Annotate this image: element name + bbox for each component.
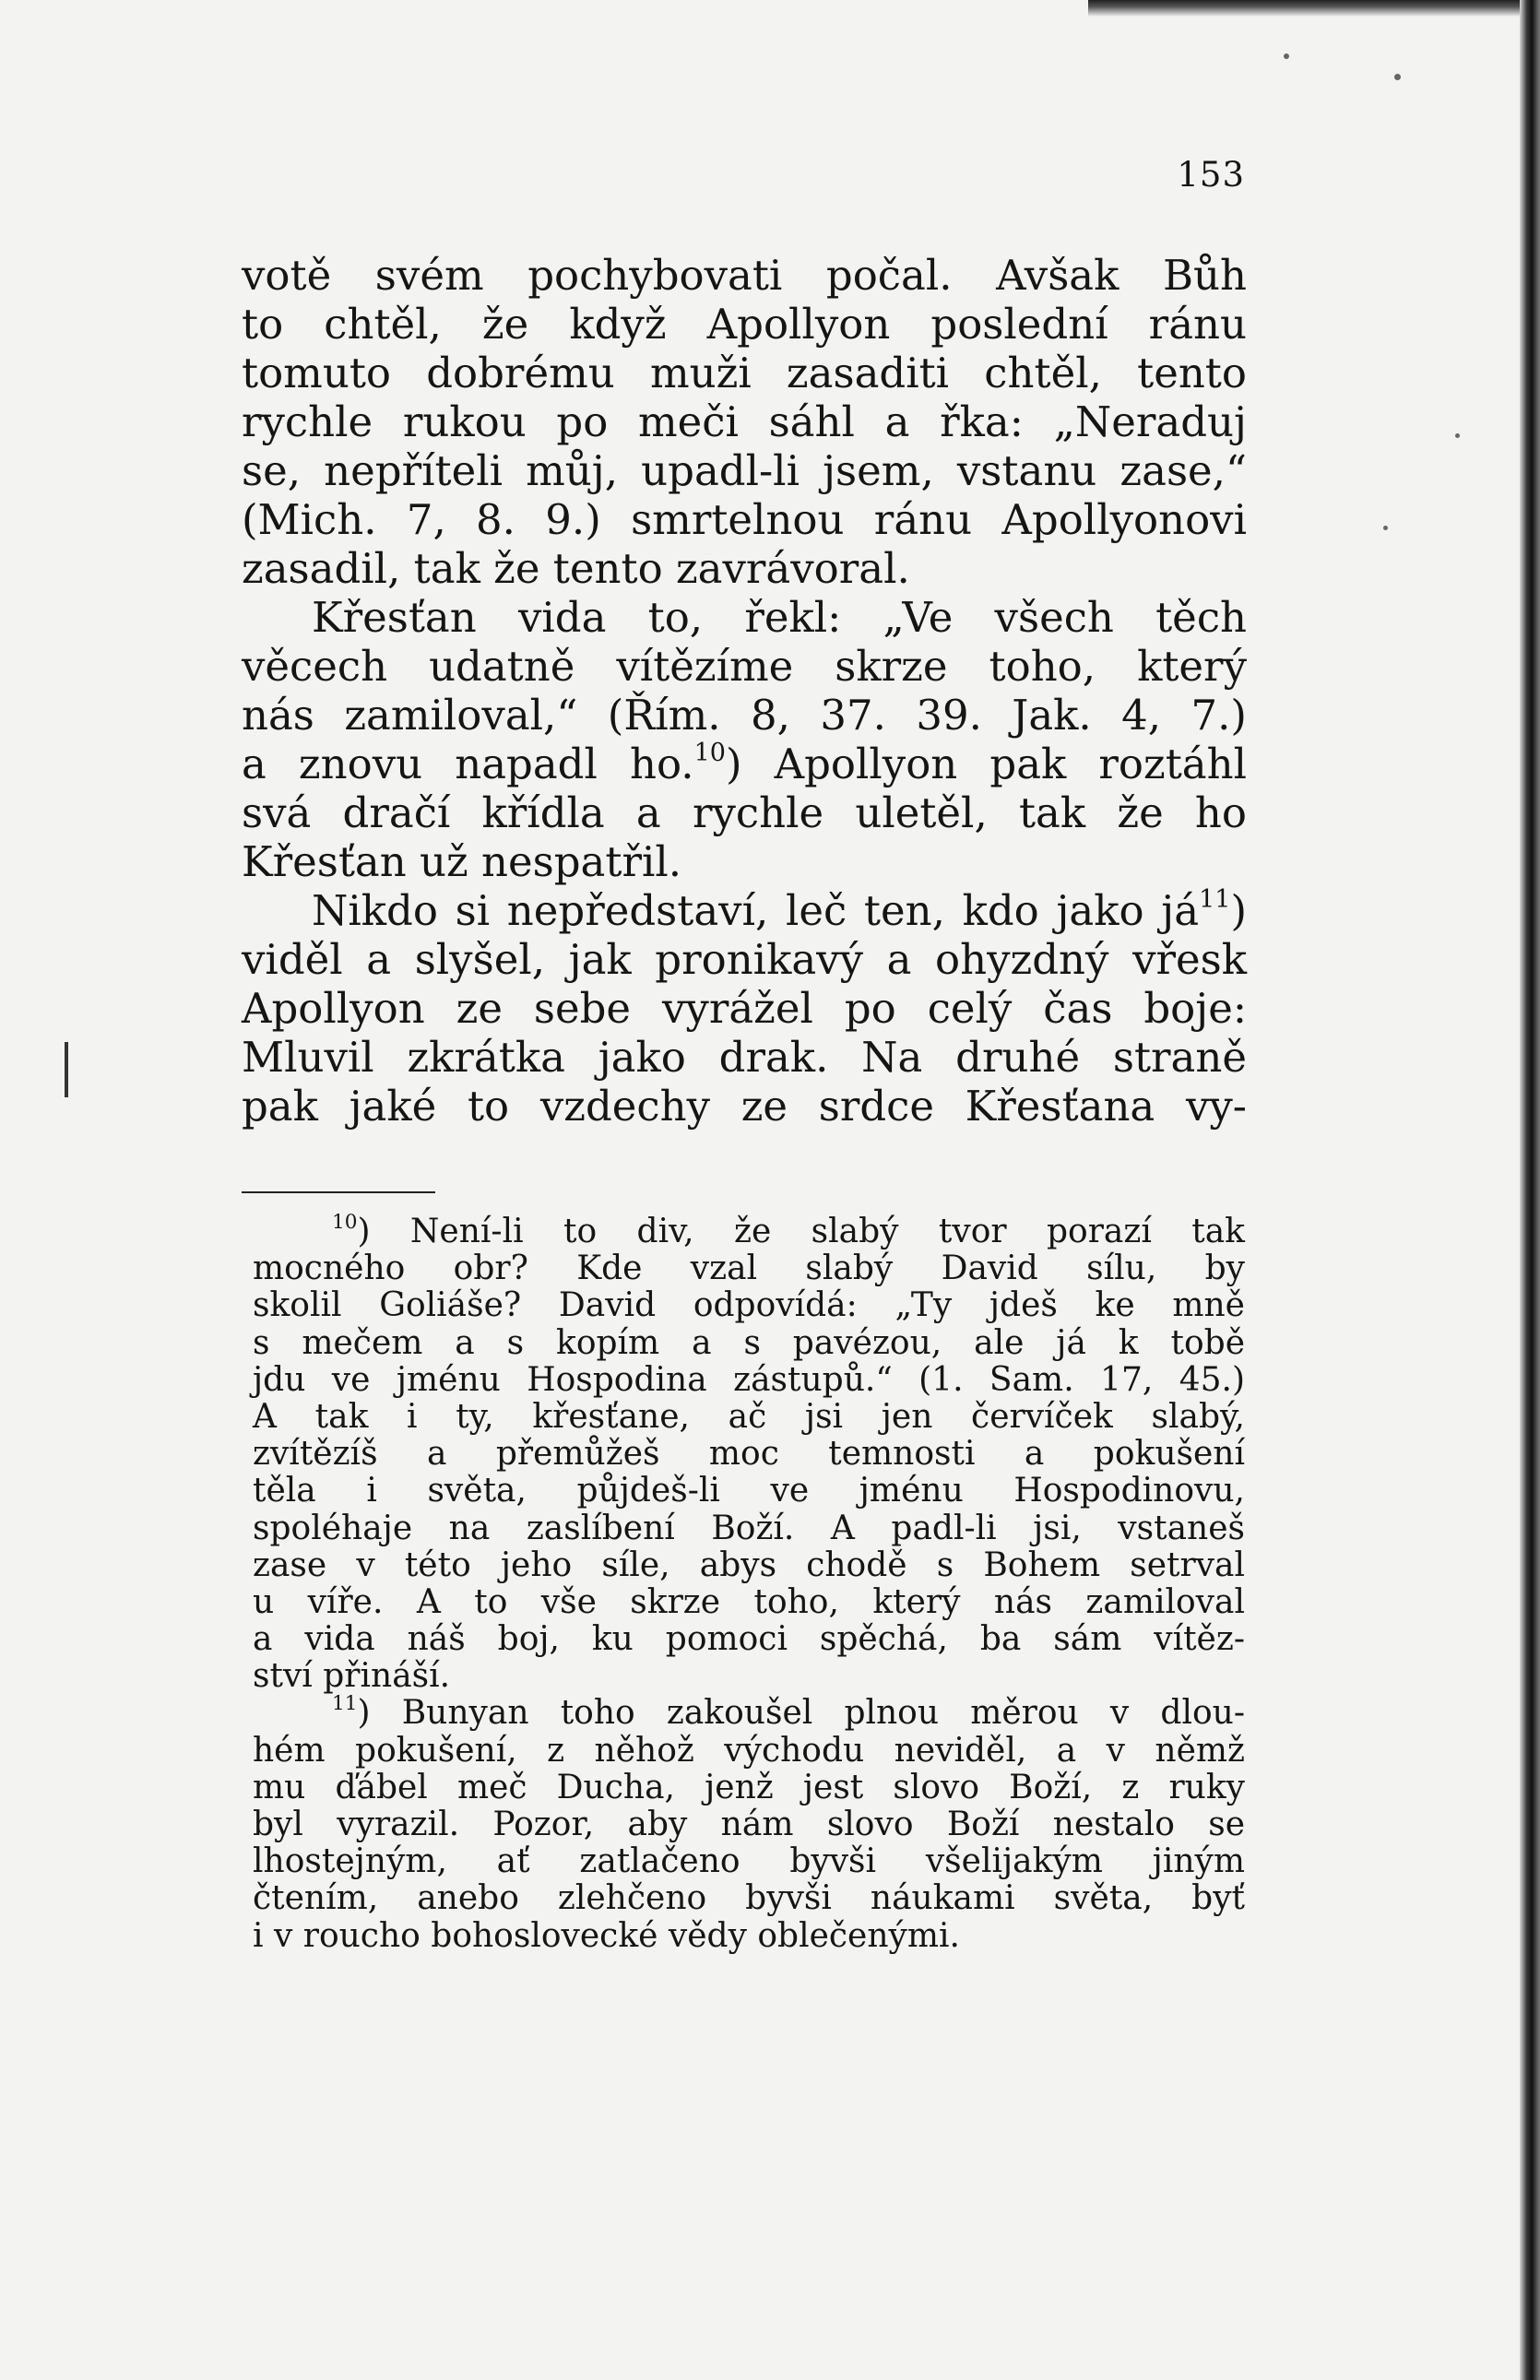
- body-line: [242, 740, 1247, 788]
- footnote-line-text: těla i světa, půjdeš-li ve jménu Hospodinovu,: [253, 1472, 1245, 1510]
- body-line-text-after: ) Apollyon pak roztáhl: [725, 740, 1247, 788]
- body-line: [242, 495, 1247, 544]
- body-line: [242, 300, 1247, 349]
- footnote-line: [253, 1287, 1245, 1324]
- footnote-line-text: hém pokušení, z něhož východu neviděl, a v němž: [253, 1731, 1245, 1770]
- footnote-line-text: A tak i ty, křesťane, ač jsi jen červíček slabý,: [253, 1397, 1245, 1436]
- footnote-line: [253, 1770, 1245, 1806]
- scan-edge-top: [1088, 0, 1522, 17]
- footnote-line: [253, 1325, 1245, 1362]
- footnote-line-text: mu ďábel meč Ducha, jenž jest slovo Boží, z ruky: [253, 1768, 1245, 1806]
- footnote-line: [253, 1733, 1245, 1770]
- footnote-reference: 10: [693, 739, 726, 768]
- body-line: [242, 397, 1247, 446]
- page-number: 153: [1177, 155, 1245, 195]
- body-line: [242, 1082, 1247, 1131]
- body-line-text: věcech udatně vítězíme skrze toho, který: [242, 642, 1247, 691]
- body-line: [242, 886, 1247, 935]
- body-line-text: a znovu napadl ho.: [242, 740, 694, 788]
- body-line-text: to chtěl, že když Apollyon poslední ránu: [242, 300, 1247, 349]
- footnote-line-text: skolil Goliáše? David odpovídá: „Ty jdeš ke mně: [253, 1286, 1245, 1325]
- scan-speck: [1284, 53, 1289, 59]
- body-line-text: se, nepříteli můj, upadl-li jsem, vstanu zase,“: [242, 446, 1247, 495]
- body-line-text: svá dračí křídla a rychle uletěl, tak že ho: [242, 788, 1247, 837]
- footnote-line: [253, 1692, 1245, 1733]
- body-line: [242, 593, 1247, 642]
- footnote-line-text: lhostejným, ať zatlačeno byvši všelijakým jiným: [253, 1842, 1245, 1881]
- footnote-line-text: u víře. A to vše skrze toho, který nás zamiloval: [253, 1582, 1245, 1621]
- body-line-text: tomuto dobrému muži zasaditi chtěl, tento: [242, 349, 1247, 397]
- body-line-text: nás zamiloval,“ (Řím. 8, 37. 39. Jak. 4, 7.): [242, 691, 1247, 740]
- footnote-line: [253, 1547, 1245, 1584]
- footnote-line-text: s mečem a s kopím a s pavézou, ale já k tobě: [253, 1323, 1245, 1362]
- footnote-line: [253, 1880, 1245, 1917]
- footnote-line-text: ství přináší.: [253, 1657, 451, 1696]
- body-line: [242, 788, 1247, 837]
- scan-edge-right: [1520, 0, 1540, 2380]
- footnote-line-text: i v roucho bohoslovecké vědy oblečenými.: [253, 1916, 960, 1955]
- footnote-line: [253, 1621, 1245, 1658]
- scan-speck: [1383, 526, 1388, 530]
- footnote-line-text: jdu ve jménu Hospodina zástupů.“ (1. Sam. 17, 45.): [253, 1360, 1245, 1399]
- body-line: [242, 984, 1247, 1033]
- footnote-line: [253, 1362, 1245, 1399]
- scan-mark-left: [65, 1042, 68, 1097]
- footnote-marker: 11: [332, 1692, 358, 1716]
- footnote-line: [253, 1399, 1245, 1436]
- footnote-line-text: zvítězíš a přemůžeš moc temnosti a pokušení: [253, 1435, 1245, 1474]
- footnote-line-text: ) Bunyan toho zakoušel plnou měrou v dlou-: [357, 1694, 1245, 1733]
- body-line-text-after: ): [1230, 886, 1247, 935]
- footnote-line-text: zase v této jeho síle, abys chodě s Bohem setrval: [253, 1545, 1245, 1584]
- footnote-line-text: byl vyrazil. Pozor, aby nám slovo Boží nestalo se: [253, 1806, 1245, 1843]
- footnote-line: [253, 1658, 1245, 1695]
- body-line-text: Apollyon ze sebe vyrážel po celý čas boje:: [242, 984, 1247, 1033]
- footnote-line-text: čtením, anebo zlehčeno byvši náukami světa, byť: [253, 1879, 1245, 1918]
- footnote-line-text: mocného obr? Kde vzal slabý David sílu, by: [253, 1249, 1245, 1288]
- footnote-rule: [242, 1191, 435, 1193]
- footnote-line: [253, 1918, 1245, 1955]
- body-line-text: (Mich. 7, 8. 9.) smrtelnou ránu Apollyonovi: [242, 495, 1247, 544]
- body-line: [242, 446, 1247, 495]
- body-line-text: votě svém pochybovati počal. Avšak Bůh: [242, 251, 1247, 300]
- body-line: [242, 935, 1247, 984]
- body-line: [242, 544, 1247, 593]
- body-line: [242, 251, 1247, 300]
- body-line-text: Nikdo si nepředstaví, leč ten, kdo jako já: [312, 886, 1200, 935]
- footnote-line: [253, 1436, 1245, 1473]
- body-line: [242, 837, 1247, 886]
- body-line-text: Křesťan vida to, řekl: „Ve všech těch: [312, 593, 1247, 642]
- footnotes: [253, 1210, 1245, 1955]
- footnote-line-text: a vida náš boj, ku pomoci spěchá, ba sám vítěz-: [253, 1620, 1245, 1659]
- footnote-line: [253, 1210, 1245, 1250]
- body-line: [242, 349, 1247, 397]
- main-text: [242, 251, 1247, 1131]
- body-line-text: pak jaké to vzdechy ze srdce Křesťana vy-: [242, 1082, 1247, 1131]
- body-line: [242, 691, 1247, 740]
- scan-speck: [1394, 74, 1401, 80]
- footnote-line: [253, 1473, 1245, 1510]
- footnote-line: [253, 1510, 1245, 1547]
- footnote-marker: 10: [332, 1210, 358, 1234]
- footnote-reference: 11: [1199, 885, 1231, 915]
- footnote-line: [253, 1843, 1245, 1880]
- body-line-text: Křesťan už nespatřil.: [242, 837, 682, 886]
- footnote-line: [253, 1806, 1245, 1843]
- scan-speck: [1455, 433, 1460, 438]
- footnote-line-text: spoléhaje na zaslíbení Boží. A padl-li jsi, vstaneš: [253, 1509, 1245, 1547]
- footnote-line: [253, 1584, 1245, 1621]
- body-line-text: viděl a slyšel, jak pronikavý a ohyzdný vřesk: [242, 935, 1247, 984]
- footnote-line: [253, 1250, 1245, 1287]
- body-line-text: zasadil, tak že tento zavrávoral.: [242, 544, 910, 593]
- footnote-line-text: ) Není-li to div, že slabý tvor porazí tak: [357, 1213, 1245, 1250]
- body-line: [242, 642, 1247, 691]
- body-line-text: Mluvil zkrátka jako drak. Na druhé straně: [242, 1033, 1247, 1082]
- body-line: [242, 1033, 1247, 1082]
- body-line-text: rychle rukou po meči sáhl a řka: „Neraduj: [242, 397, 1247, 446]
